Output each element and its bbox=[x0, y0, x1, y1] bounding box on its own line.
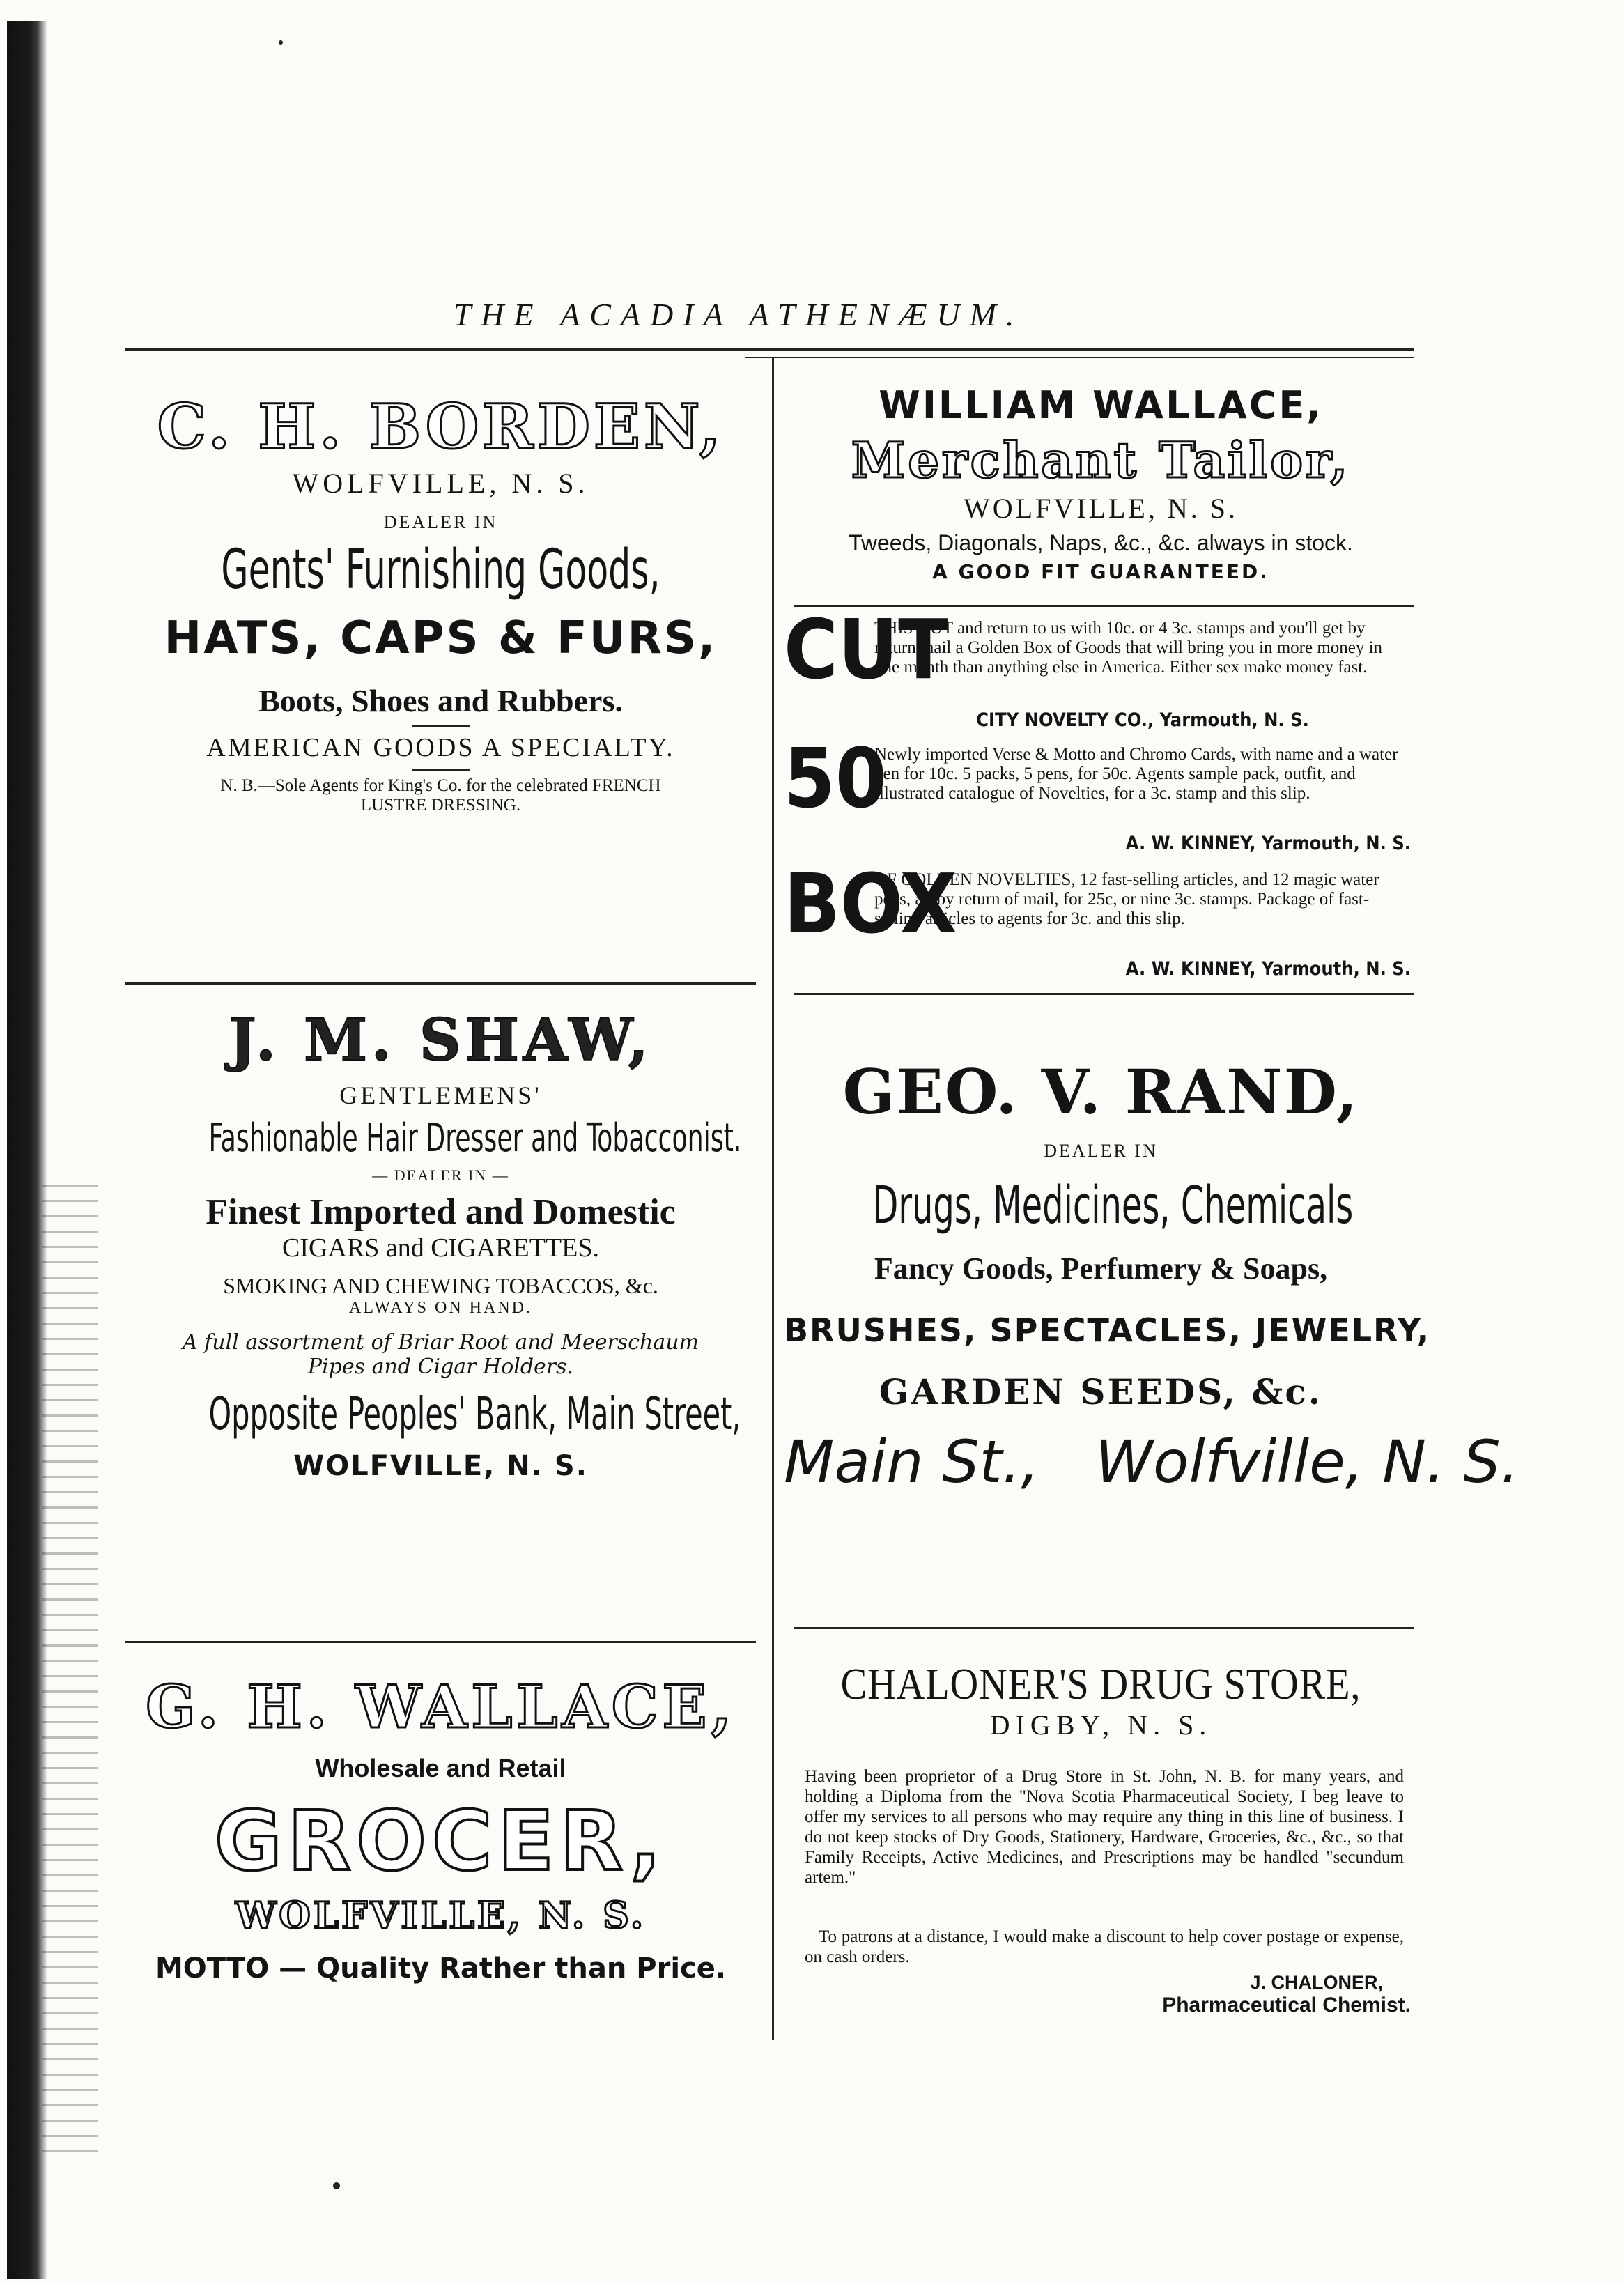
wwallace-fit: A GOOD FIT GUARANTEED. bbox=[932, 560, 1269, 583]
borden-name: C. H. BORDEN, bbox=[157, 390, 725, 463]
ink-speck bbox=[333, 2182, 340, 2189]
header-rule bbox=[125, 348, 1414, 351]
ghwallace-motto: MOTTO — Quality Rather than Price. bbox=[155, 1952, 727, 1984]
cut-text: THIS OUT and return to us with 10c. or 4 3c. stamps and you'll get by return mail a Golden Box of Goods that will bring you in more money in one month than anything else in America. Either sex make money fast. bbox=[874, 619, 1383, 677]
borden-note: N. B.—Sole Agents for King's Co. for the celebrated FRENCH bbox=[220, 776, 661, 795]
chaloner-name: CHALONER'S DRUG STORE, bbox=[840, 1659, 1361, 1709]
borden-dash-1 bbox=[412, 725, 470, 727]
ghwallace-town: WOLFVILLE, N. S. bbox=[235, 1895, 647, 1937]
borden-goods: Gents' Furnishing Goods, bbox=[221, 539, 660, 601]
separator-borden-shaw bbox=[125, 982, 756, 985]
borden-specialty: AMERICAN GOODS A SPECIALTY. bbox=[206, 733, 675, 762]
shaw-smoking: SMOKING AND CHEWING TOBACCOS, &c. bbox=[223, 1273, 658, 1298]
rand-dealer: DEALER IN bbox=[1044, 1141, 1158, 1161]
shaw-ad bbox=[118, 1007, 763, 1482]
borden-boots: Boots, Shoes and Rubbers. bbox=[258, 683, 623, 718]
ghwallace-sub: Wholesale and Retail bbox=[315, 1754, 566, 1782]
shaw-name: J. M. SHAW, bbox=[229, 1007, 653, 1074]
borden-town: WOLFVILLE, N. S. bbox=[292, 468, 589, 499]
rand-address: Main St., Wolfville, N. S. bbox=[784, 1428, 1519, 1496]
wwallace-stock: Tweeds, Diagonals, Naps, &c., &c. always in stock. bbox=[849, 530, 1353, 555]
rand-seeds: GARDEN SEEDS, &c. bbox=[879, 1371, 1323, 1412]
chaloner-body: Having been proprietor of a Drug Store in St. John, N. B. for many years, and holding a Diploma from the "Nova Scotia Pharmaceutical Society, I beg leave to offer my services to all persons who may require any thing in this line of business. I do not keep stocks of Dry Goods, Stationery, Hardware, Groceries, &c., &c., so that Family Receipts, Active Medicines, and Prescriptions may be handled "secundum artem." bbox=[805, 1767, 1404, 1887]
chaloner-town: DIGBY, N. S. bbox=[989, 1709, 1212, 1741]
rand-fancy: Fancy Goods, Perfumery & Soaps, bbox=[874, 1251, 1328, 1286]
ghwallace-ad bbox=[118, 1672, 763, 1984]
column-divider bbox=[772, 357, 774, 2040]
box-ad bbox=[784, 856, 1418, 989]
fifty-text: Newly imported Verse & Motto and Chromo Cards, with name and a water pen for 10c. 5 packs, 5 pens, for 50c. Agents sample pack, outfit, and illustrated catalogue of Novelties, for a 3c. stamp and this slip. bbox=[874, 745, 1398, 803]
wwallace-name: WILLIAM WALLACE, bbox=[879, 383, 1323, 427]
rand-brushes: BRUSHES, SPECTACLES, JEWELRY, bbox=[784, 1311, 1431, 1349]
shaw-assortment: A full assortment of Briar Root and Meerschaum bbox=[182, 1330, 699, 1355]
borden-hats: HATS, CAPS & FURS, bbox=[164, 612, 718, 664]
ghwallace-trade: GROCER, bbox=[214, 1793, 667, 1889]
shaw-always: ALWAYS ON HAND. bbox=[348, 1299, 532, 1317]
separator-rand-chaloner bbox=[794, 1627, 1414, 1629]
fifty-ad bbox=[784, 730, 1418, 864]
ink-speck bbox=[279, 40, 283, 45]
separator-novelty-rand bbox=[794, 993, 1414, 995]
binding-speckle bbox=[42, 1185, 98, 2160]
rand-ad bbox=[784, 1056, 1519, 1496]
rand-drugs: Drugs, Medicines, Chemicals bbox=[872, 1175, 1354, 1235]
box-word: BOX bbox=[784, 856, 957, 952]
separator-shaw-wallace bbox=[125, 1641, 756, 1643]
chaloner-sign-1: J. CHALONER, bbox=[1250, 1972, 1383, 1993]
chaloner-body-2: To patrons at a distance, I would make a discount to help cover postage or expense, on cash orders. bbox=[805, 1927, 1404, 1966]
shaw-sub: GENTLEMENS' bbox=[339, 1081, 542, 1109]
borden-dealer: DEALER IN bbox=[383, 512, 498, 532]
box-sign: A. W. KINNEY, Yarmouth, N. S. bbox=[1125, 958, 1411, 980]
rand-name: GEO. V. RAND, bbox=[842, 1056, 1359, 1128]
shaw-address: Opposite Peoples' Bank, Main Street, bbox=[208, 1389, 741, 1440]
wwallace-trade: Merchant Tailor, bbox=[851, 431, 1351, 489]
cut-word: CUT bbox=[784, 601, 949, 697]
borden-ad bbox=[118, 390, 763, 815]
shaw-trade: Fashionable Hair Dresser and Tobacconist. bbox=[208, 1116, 742, 1161]
header-rule-secondary bbox=[745, 357, 1414, 358]
chaloner-ad bbox=[784, 1658, 1418, 1741]
box-text: OF GOLDEN NOVELTIES, 12 fast-selling articles, and 12 magic water pens, all by return of mail, for 25c, or nine 3c. stamps. Package of fast-selling articles to agents for 3c. and this slip. bbox=[874, 870, 1379, 928]
cut-ad bbox=[784, 601, 1418, 735]
shaw-town: WOLFVILLE, N. S. bbox=[293, 1450, 588, 1482]
borden-note-2: LUSTRE DRESSING. bbox=[360, 796, 521, 815]
shaw-dealer: — DEALER IN — bbox=[372, 1166, 509, 1184]
page-header: THE ACADIA ATHENÆUM. bbox=[453, 297, 1024, 332]
shaw-cigars: CIGARS and CIGARETTES. bbox=[282, 1233, 599, 1263]
fifty-sign: A. W. KINNEY, Yarmouth, N. S. bbox=[1125, 833, 1411, 854]
ghwallace-name: G. H. WALLACE, bbox=[146, 1672, 736, 1741]
chaloner-signature bbox=[784, 1972, 1418, 2017]
shaw-pipes: Pipes and Cigar Holders. bbox=[307, 1355, 574, 1379]
cut-sign: CITY NOVELTY CO., Yarmouth, N. S. bbox=[976, 709, 1309, 731]
shaw-finest: Finest Imported and Domestic bbox=[206, 1192, 676, 1232]
borden-dash-2 bbox=[412, 769, 470, 771]
wwallace-ad bbox=[784, 383, 1418, 583]
chaloner-sign-2: Pharmaceutical Chemist. bbox=[1162, 1994, 1411, 2017]
fifty-word: 50 bbox=[784, 730, 887, 826]
wwallace-town: WOLFVILLE, N. S. bbox=[964, 493, 1238, 524]
